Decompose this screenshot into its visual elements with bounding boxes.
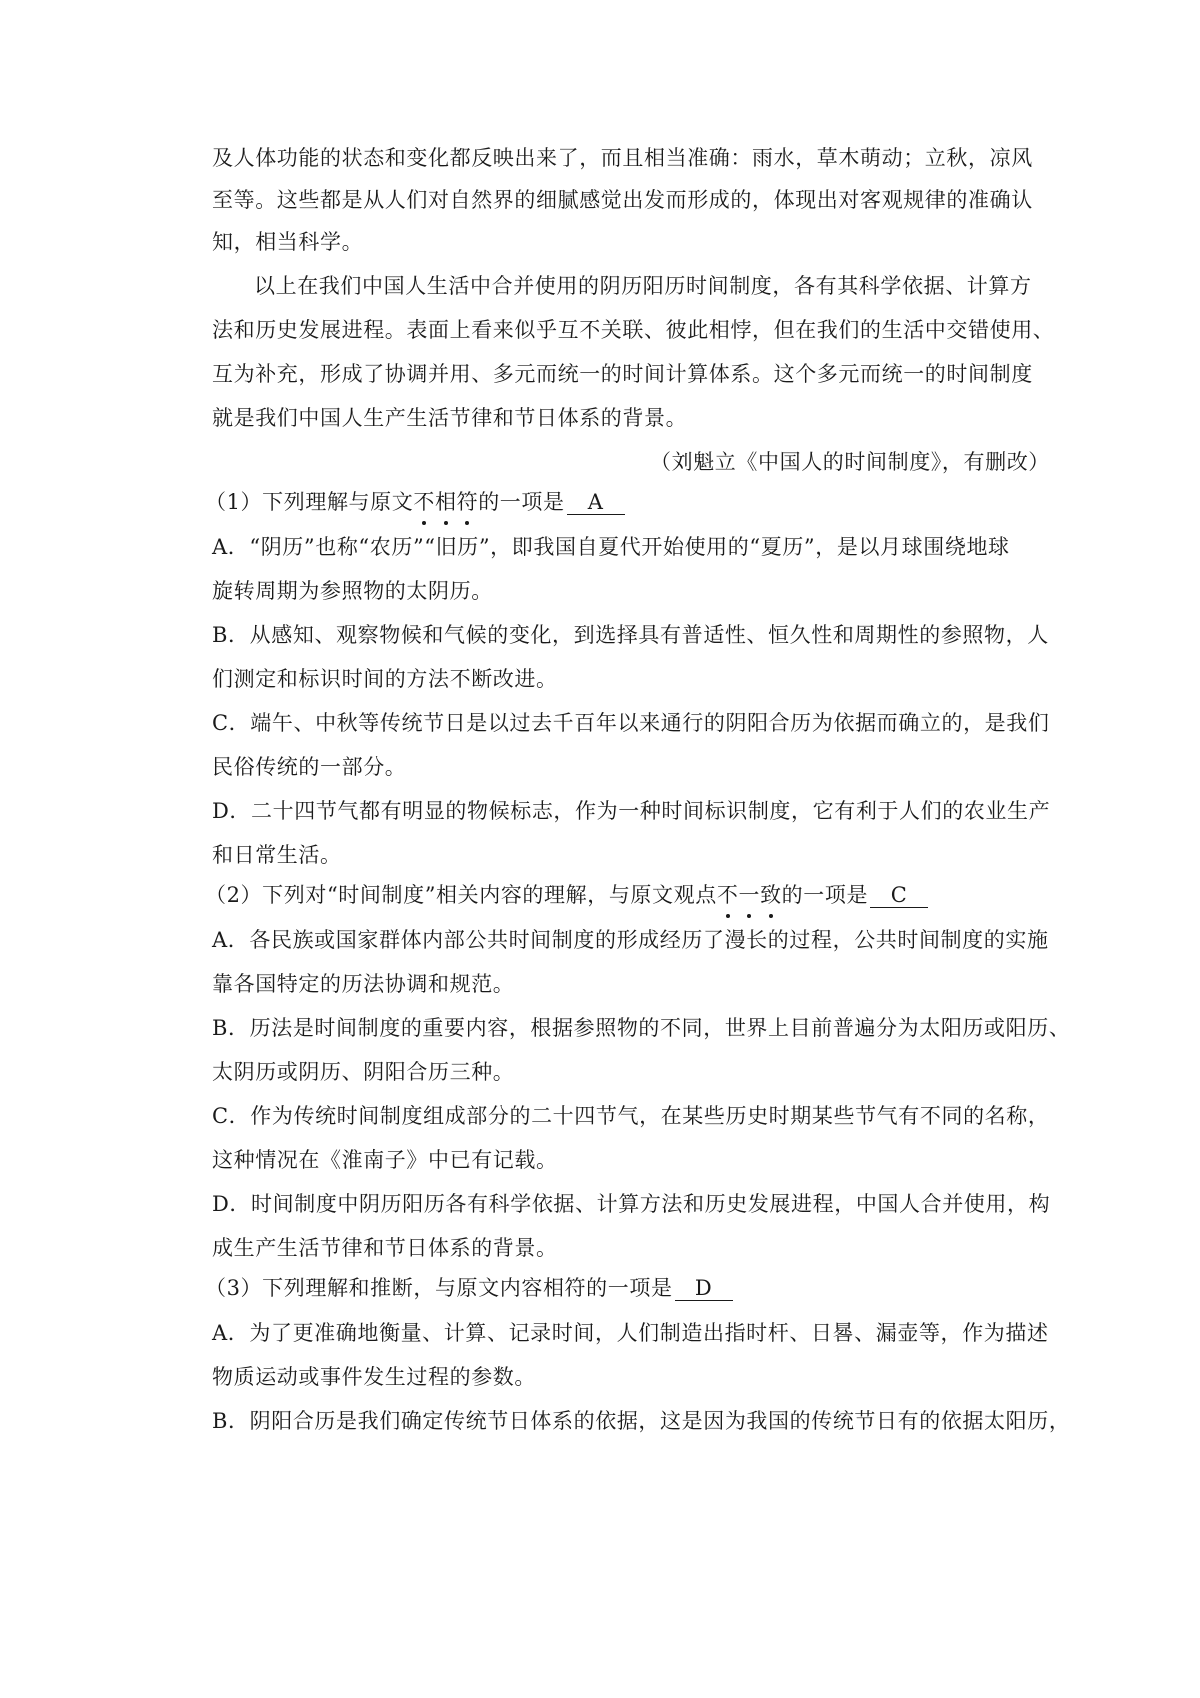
question-stem-text: （1）下列理解与原文 [205, 490, 414, 514]
option-line: D．二十四节气都有明显的物候标志，作为一种时间标识制度，它有利于人们的农业生产 [212, 799, 1051, 823]
option-line: B．从感知、观察物候和气候的变化，到选择具有普适性、恒久性和周期性的参照物，人 [212, 623, 1049, 647]
emphasis-char: 致 [760, 880, 782, 910]
emphasis-char: 相 [435, 487, 457, 517]
question-2-stem [205, 880, 1025, 910]
option-line: 们测定和标识时间的方法不断改进。 [212, 667, 558, 691]
option-line: 这种情况在《淮南子》中已有记载。 [212, 1148, 558, 1172]
emphasis-char: 不 [413, 487, 435, 517]
question-3-stem [205, 1273, 1025, 1303]
option-line: C．作为传统时间制度组成部分的二十四节气，在某些历史时期某些节气有不同的名称， [212, 1104, 1050, 1128]
option-line: B．历法是时间制度的重要内容，根据参照物的不同，世界上目前普遍分为太阳历或阳历、 [212, 1016, 1071, 1040]
passage-line: 就是我们中国人生产生活节律和节日体系的背景。 [212, 406, 688, 430]
option-line: D．时间制度中阴历阳历各有科学依据、计算方法和历史发展进程，中国人合并使用，构 [212, 1192, 1051, 1216]
option-line: A．各民族或国家群体内部公共时间制度的形成经历了漫长的过程，公共时间制度的实施 [212, 928, 1049, 952]
option-line: A．为了更准确地衡量、计算、记录时间，人们制造出指时杆、日晷、漏壶等，作为描述 [212, 1321, 1049, 1345]
question-stem-text: 的一项是 [781, 883, 869, 907]
question-stem-text: 的一项是 [478, 490, 565, 514]
passage-source: （刘魁立《中国人的时间制度》，有删改） [650, 450, 1050, 474]
emphasis-char: 不 [717, 880, 739, 910]
option-line: C．端午、中秋等传统节日是以过去千百年以来通行的阴阳合历为依据而确立的，是我们 [212, 711, 1050, 735]
question-stem-text: （2）下列对“时间制度”相关内容的理解，与原文观点 [205, 883, 717, 907]
answer-blank: D [675, 1276, 733, 1301]
option-line: 民俗传统的一部分。 [212, 755, 407, 779]
option-line: 成生产生活节律和节日体系的背景。 [212, 1236, 558, 1260]
answer-blank: A [567, 490, 625, 515]
passage-line: 至等。这些都是从人们对自然界的细腻感觉出发而形成的，体现出对客观规律的准确认 [212, 188, 1033, 212]
emphasis-char: 符 [457, 487, 479, 517]
question-1-stem [205, 487, 1025, 517]
passage-line: 法和历史发展进程。表面上看来似乎互不关联、彼此相悖，但在我们的生活中交错使用、 [212, 318, 1055, 342]
option-line: A．“阴历”也称“农历”“旧历”，即我国自夏代开始使用的“夏历”，是以月球围绕地球 [212, 535, 1010, 559]
emphasis-char: 一 [738, 880, 760, 910]
passage-line: 知，相当科学。 [212, 230, 364, 254]
option-line: B．阴阳合历是我们确定传统节日体系的依据，这是因为我国的传统节日有的依据太阳历， [212, 1409, 1071, 1433]
option-line: 靠各国特定的历法协调和规范。 [212, 972, 515, 996]
option-line: 旋转周期为参照物的太阴历。 [212, 579, 493, 603]
passage-line: 及人体功能的状态和变化都反映出来了，而且相当准确：雨水，草木萌动；立秋，凉风 [212, 146, 1033, 170]
option-line: 物质运动或事件发生过程的参数。 [212, 1365, 536, 1389]
option-line: 太阴历或阴历、阴阳合历三种。 [212, 1060, 515, 1084]
question-stem-text: （3）下列理解和推断，与原文内容相符的一项是 [205, 1276, 673, 1300]
answer-blank: C [870, 883, 928, 908]
passage-line: 以上在我们中国人生活中合并使用的阴历阳历时间制度，各有其科学依据、计算方 [254, 274, 1032, 298]
passage-line: 互为补充，形成了协调并用、多元而统一的时间计算体系。这个多元而统一的时间制度 [212, 362, 1033, 386]
option-line: 和日常生活。 [212, 843, 342, 867]
